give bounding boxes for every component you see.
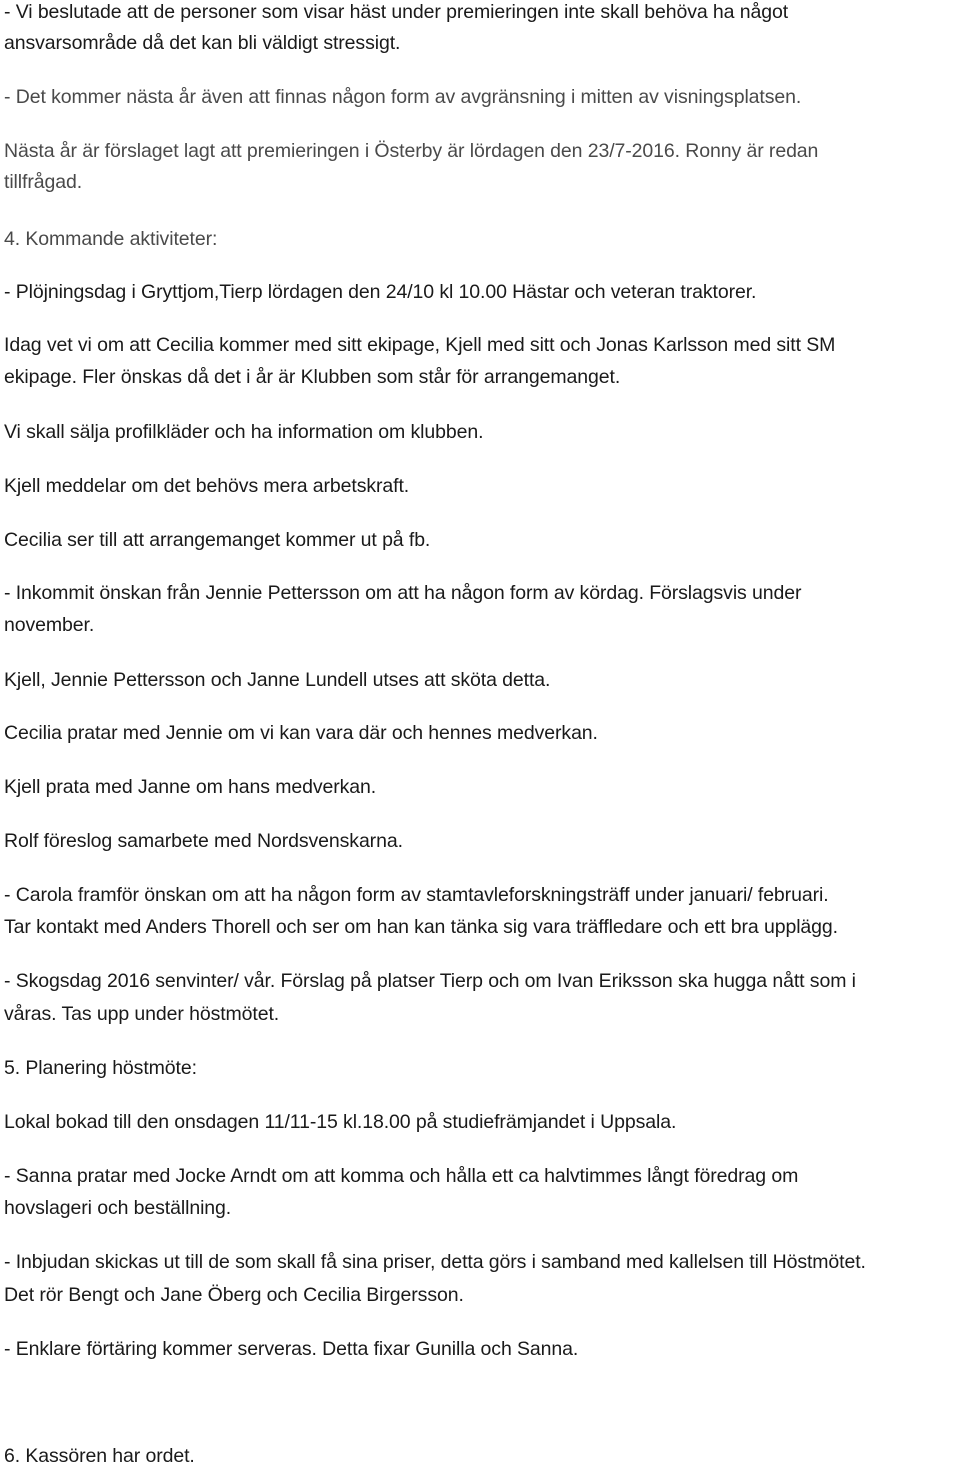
text-line: - Sanna pratar med Jocke Arndt om att komma och hålla ett ca halvtimmes långt föredrag om xyxy=(4,1165,799,1187)
text-line: ekipage. Fler önskas då det i år är Klubben som står för arrangemanget. xyxy=(4,366,621,388)
text-line: ansvarsområde då det kan bli väldigt stressigt. xyxy=(4,32,401,54)
text-line: Tar kontakt med Anders Thorell och ser om han kan tänka sig vara träffledare och ett bra upplägg. xyxy=(4,916,838,938)
text-line: våras. Tas upp under höstmötet. xyxy=(4,1003,280,1025)
text-line: - Plöjningsdag i Gryttjom,Tierp lördagen den 24/10 kl 10.00 Hästar och veteran traktorer. xyxy=(4,281,757,303)
text-line: Vi skall sälja profilkläder och ha information om klubben. xyxy=(4,421,484,443)
section-heading-6: 6. Kassören har ordet. xyxy=(4,1445,195,1467)
text-line: - Enklare förtäring kommer serveras. Detta fixar Gunilla och Sanna. xyxy=(4,1338,579,1360)
text-line: Kjell prata med Janne om hans medverkan. xyxy=(4,776,377,798)
text-line: Lokal bokad till den onsdagen 11/11-15 kl.18.00 på studiefrämjandet i Uppsala. xyxy=(4,1111,677,1133)
text-line: Kjell, Jennie Pettersson och Janne Lundell utses att sköta detta. xyxy=(4,669,551,691)
text-line: tillfrågad. xyxy=(4,171,83,193)
text-line: - Vi beslutade att de personer som visar häst under premieringen inte skall behöva ha något xyxy=(4,1,789,23)
text-line: Idag vet vi om att Cecilia kommer med sitt ekipage, Kjell med sitt och Jonas Karlsson med sitt SM xyxy=(4,334,836,356)
text-line: - Inbjudan skickas ut till de som skall få sina priser, detta görs i samband med kallelsen till Höstmötet. xyxy=(4,1251,866,1273)
text-line: - Carola framför önskan om att ha någon form av stamtavleforskningsträff under januari/ februari. xyxy=(4,884,829,906)
text-line: november. xyxy=(4,614,95,636)
text-line: Rolf föreslog samarbete med Nordsvenskarna. xyxy=(4,830,403,852)
text-line: - Inkommit önskan från Jennie Pettersson om att ha någon form av kördag. Förslagsvis under xyxy=(4,582,802,604)
text-line: Kjell meddelar om det behövs mera arbetskraft. xyxy=(4,475,410,497)
text-line: - Det kommer nästa år även att finnas någon form av avgränsning i mitten av visningsplatsen. xyxy=(4,86,802,108)
text-line: hovslageri och beställning. xyxy=(4,1197,232,1219)
text-line: Cecilia pratar med Jennie om vi kan vara där och hennes medverkan. xyxy=(4,722,598,744)
section-heading-4: 4. Kommande aktiviteter: xyxy=(4,228,218,250)
text-line: - Skogsdag 2016 senvinter/ vår. Förslag på platser Tierp och om Ivan Eriksson ska hugga nått som i xyxy=(4,970,856,992)
text-line: Cecilia ser till att arrangemanget kommer ut på fb. xyxy=(4,529,431,551)
section-heading-5: 5. Planering höstmöte: xyxy=(4,1057,197,1079)
text-line: Nästa år är förslaget lagt att premieringen i Österby är lördagen den 23/7-2016. Ronny är redan xyxy=(4,140,819,162)
text-line: Det rör Bengt och Jane Öberg och Cecilia Birgersson. xyxy=(4,1284,464,1306)
